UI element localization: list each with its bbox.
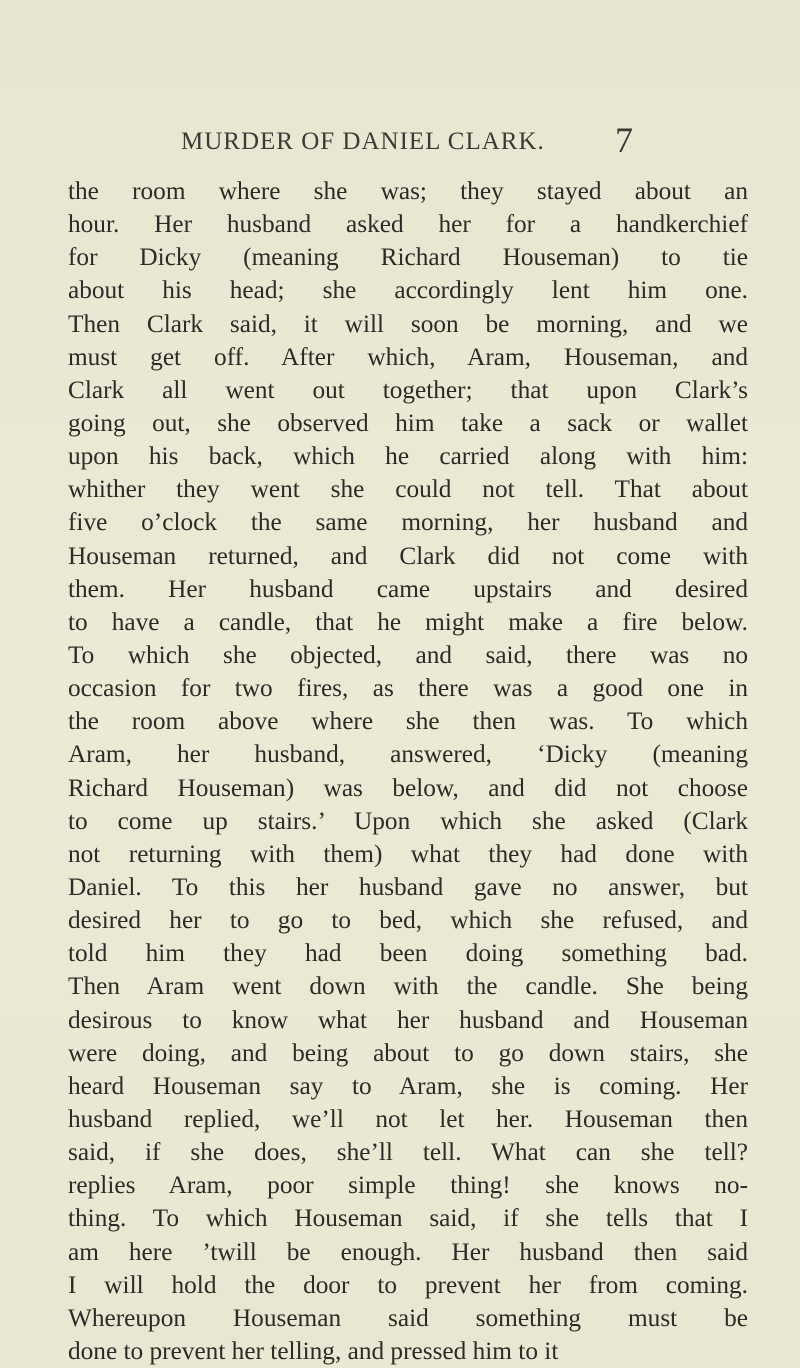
text-line: hour. Her husband asked her for a handkerchief [68,210,748,239]
text-line: whither they went she could not tell. That about [68,475,748,504]
text-line: Whereupon Houseman said something must be [68,1303,748,1332]
text-line: were doing, and being about to go down stairs, she [68,1038,748,1067]
text-line: Houseman returned, and Clark did not come with [68,541,748,570]
text-line: to have a candle, that he might make a fire below. [68,607,748,636]
text-line: heard Houseman say to Aram, she is coming. Her [68,1071,748,1100]
text-line: told him they had been doing something bad. [68,939,748,968]
body-text [68,175,748,1368]
text-line: Clark all went out together; that upon Clark’s [68,375,748,404]
text-line: said, if she does, she’ll tell. What can she tell? [68,1138,748,1167]
text-line: To which she objected, and said, there was no [68,640,748,669]
text-line: the room above where she then was. To which [68,707,748,736]
page-number: 7 [615,120,633,160]
text-line: Aram, her husband, answered, ‘Dicky (meaning [68,740,748,769]
running-title: MURDER OF DANIEL CLARK. [181,128,545,155]
text-line: not returning with them) what they had done with [68,839,748,868]
text-line: replies Aram, poor simple thing! she knows no- [68,1171,748,1200]
text-line: going out, she observed him take a sack or wallet [68,408,748,437]
text-line: Richard Houseman) was below, and did not choose [68,773,748,802]
text-line: I will hold the door to prevent her from coming. [68,1270,748,1299]
text-line: occasion for two fires, as there was a good one in [68,674,748,703]
text-line: must get off. After which, Aram, Houseman, and [68,342,748,371]
text-line: am here ’twill be enough. Her husband then said [68,1237,748,1266]
text-line: to come up stairs.’ Upon which she asked (Clark [68,806,748,835]
text-line: husband replied, we’ll not let her. Houseman then [68,1104,748,1133]
text-line: Then Clark said, it will soon be morning, and we [68,309,748,338]
text-line: about his head; she accordingly lent him one. [68,276,748,305]
text-line: thing. To which Houseman said, if she tells that I [68,1204,748,1233]
text-line: Daniel. To this her husband gave no answer, but [68,872,748,901]
text-line: desired her to go to bed, which she refused, and [68,906,748,935]
text-line: them. Her husband came upstairs and desired [68,574,748,603]
running-head [181,122,641,162]
text-line: the room where she was; they stayed about an [68,177,748,205]
text-line: for Dicky (meaning Richard Houseman) to tie [68,243,748,272]
text-line: desirous to know what her husband and Houseman [68,1005,748,1034]
text-line: upon his back, which he carried along with him: [68,442,748,471]
text-line: five o’clock the same morning, her husband and [68,508,748,537]
text-line: Then Aram went down with the candle. She being [68,972,748,1001]
text-line: done to prevent her telling, and pressed him to it [68,1336,559,1365]
